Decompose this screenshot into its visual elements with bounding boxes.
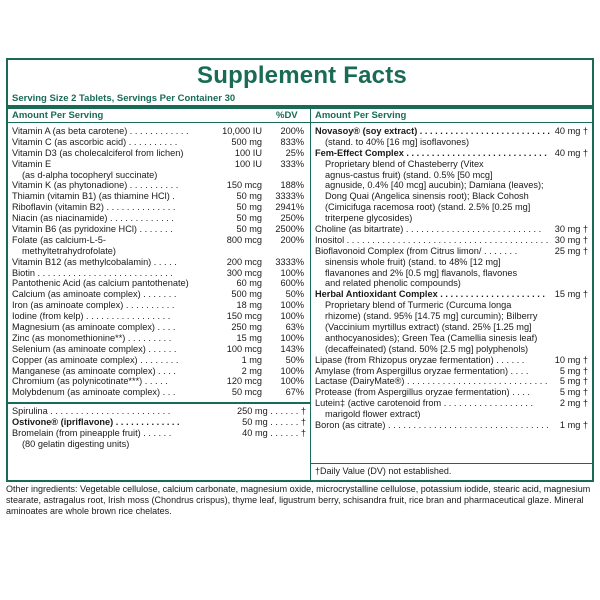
nutrient-name: rhizome) (stand. 95% [14.75 mg] curcumin); Bilberry (325, 311, 538, 322)
nutrient-row (315, 333, 588, 344)
left-dv-header: %DV (276, 110, 298, 121)
nutrient-row (315, 159, 588, 170)
left-extra-list (12, 406, 306, 450)
nutrient-dv: 100% (280, 311, 304, 322)
nutrient-name: Lipase (from Rhizopus oryzae fermentation) . . . . . . (315, 354, 525, 365)
nutrient-row (315, 355, 588, 366)
nutrient-row (12, 235, 306, 246)
nutrient-row (315, 420, 588, 431)
left-amount-header: Amount Per Serving (12, 110, 104, 121)
nutrient-row (315, 148, 588, 159)
nutrient-amount: 30 mg † (554, 224, 588, 235)
nutrient-row (12, 344, 306, 355)
nutrient-row (12, 289, 306, 300)
nutrient-row (315, 268, 588, 279)
nutrient-amount: 200 mcg (226, 256, 262, 267)
nutrient-row (315, 224, 588, 235)
nutrient-row (315, 246, 588, 257)
nutrient-dv: 2500% (275, 224, 304, 235)
nutrient-row (12, 417, 306, 428)
nutrient-name: Proprietary blend of Turmeric (Curcuma longa (325, 300, 512, 311)
nutrient-row (12, 180, 306, 191)
nutrient-name: Lutein‡ (active carotenoid from . . . . . . . . . . . . . . . . . . (315, 398, 534, 409)
nutrient-name: Chromium (as polynicotinate***) . . . . . (12, 376, 168, 387)
nutrient-row (315, 170, 588, 181)
nutrient-amount: 5 mg † (559, 387, 588, 398)
nutrient-amount: 10,000 IU (222, 126, 262, 136)
nutrient-row (315, 344, 588, 355)
nutrient-row (315, 191, 588, 202)
nutrient-name: Ostivone® (ipriflavone) . . . . . . . . . . . . . (12, 416, 180, 427)
nutrient-row (12, 311, 306, 322)
nutrient-row (12, 268, 306, 279)
nutrient-name: triterpene glycosides) (325, 213, 413, 224)
nutrient-name: Pantothenic Acid (as calcium pantothenate) (12, 278, 189, 289)
nutrient-amount: 500 mg (231, 289, 262, 300)
nutrient-amount: 100 IU (234, 147, 262, 158)
nutrient-dv: 333% (280, 158, 304, 169)
nutrient-name: flavanones and 2% [0.5 mg] flavanols, flavones (325, 267, 518, 278)
footnote-divider (310, 463, 592, 464)
nutrient-dv: 100% (280, 267, 304, 278)
nutrient-dv: 250% (280, 213, 304, 224)
nutrient-dv: 3333% (275, 256, 304, 267)
nutrient-name: Riboflavin (vitamin B2) . . . . . . . . . . . . . . (12, 202, 176, 213)
nutrient-row (315, 398, 588, 409)
nutrient-amount: 60 mg (236, 278, 262, 289)
nutrient-dv: 100% (280, 365, 304, 376)
nutrient-name: methyltetrahydrofolate) (22, 245, 116, 256)
nutrient-amount: 150 mcg (226, 180, 262, 191)
right-amount-header: Amount Per Serving (315, 110, 407, 121)
nutrient-row (12, 170, 306, 181)
nutrient-name: Choline (as bitartrate) . . . . . . . . . . . . . . . . . . . . . . . . . . . (315, 224, 542, 235)
nutrient-amount: 18 mg (236, 300, 262, 311)
nutrient-dv: 100% (280, 332, 304, 343)
nutrient-name: sinensis whole fruit) (stand. to 48% [12 mg] (325, 256, 501, 267)
nutrient-name: (as d-alpha tocopheryl succinate) (22, 169, 158, 180)
nutrient-name: (Cimicifuga racemosa root) (stand. 2.5% [0.25 mg] (325, 202, 531, 213)
nutrient-row (12, 246, 306, 257)
nutrient-row (315, 322, 588, 333)
nutrient-amount: 2 mg (241, 365, 262, 376)
nutrient-amount: 120 mcg (226, 376, 262, 387)
supplement-facts-panel (6, 58, 594, 482)
nutrient-row (315, 202, 588, 213)
nutrient-name: Vitamin B6 (as pyridoxine HCl) . . . . . . . (12, 224, 173, 235)
nutrient-row (12, 148, 306, 159)
nutrient-amount: 40 mg . . . . . . † (242, 427, 306, 438)
nutrient-dv: 100% (280, 300, 304, 311)
nutrient-name: Molybdenum (as aminoate complex) . . . (12, 387, 176, 398)
nutrient-amount: 5 mg † (559, 376, 588, 387)
nutrient-amount: 25 mg † (554, 245, 588, 256)
nutrient-row (315, 387, 588, 398)
nutrient-name: agnus-castus fruit) (stand. 0.5% [50 mcg] (325, 169, 493, 180)
nutrient-amount: 1 mg † (559, 420, 588, 431)
nutrient-name: and related phenolic compounds) (325, 278, 461, 289)
nutrient-row (12, 191, 306, 202)
nutrient-row (12, 387, 306, 398)
nutrient-name: Vitamin B12 (as methylcobalamin) . . . . . (12, 256, 177, 267)
left-nutrient-list (12, 126, 306, 398)
nutrient-row (315, 278, 588, 289)
nutrient-name: Protease (from Aspergillus oryzae fermentation) . . . . (315, 387, 530, 398)
dv-footnote: †Daily Value (DV) not established. (315, 466, 452, 476)
other-ingredients: Other ingredients: Vegetable cellulose, calcium carbonate, magnesium oxide, microcrystalline cellulose, potassium iodide, stearic acid, magnesium stearate, astragalus root, Irish moss (Chondrus crispus), thyme leaf, ligustrum berry, schisandra fruit, rice bran and pharmaceutical glaze. Mineral aminoates are whole brown rice chelates. (6, 484, 591, 516)
nutrient-dv: 50% (285, 289, 304, 300)
nutrient-amount: 100 mcg (226, 343, 262, 354)
left-section-divider (8, 402, 310, 404)
nutrient-amount: 2 mg † (559, 398, 588, 409)
nutrient-amount: 10 mg † (554, 354, 588, 365)
header-divider (8, 122, 592, 123)
right-ingredient-list (315, 126, 588, 431)
nutrient-amount: 5 mg † (559, 365, 588, 376)
nutrient-dv: 833% (280, 136, 304, 147)
nutrient-name: Calcium (as aminoate complex) . . . . . . . (12, 289, 177, 300)
nutrient-name: Dong Quai (Angelica sinensis root); Black Cohosh (325, 191, 529, 202)
nutrient-name: Vitamin D3 (as cholecalciferol from lichen) (12, 147, 184, 158)
nutrient-name: Iron (as aminoate complex) . . . . . . . . . . (12, 300, 175, 311)
nutrient-name: Magnesium (as aminoate complex) . . . . (12, 322, 176, 333)
nutrient-row (315, 376, 588, 387)
nutrient-row (12, 406, 306, 417)
nutrient-name: Thiamin (vitamin B1) (as thiamine HCl) . (12, 191, 175, 202)
nutrient-name: Vitamin A (as beta carotene) . . . . . . . . . . . . (12, 126, 189, 136)
nutrient-row (12, 213, 306, 224)
nutrient-name: Vitamin E (12, 158, 52, 169)
nutrient-dv: 600% (280, 278, 304, 289)
nutrient-amount: 50 mg . . . . . . † (242, 416, 306, 427)
panel-title: Supplement Facts (197, 62, 407, 89)
nutrient-name: Copper (as aminoate complex) . . . . . . . . (12, 354, 179, 365)
nutrient-name: (decaffeinated) (stand. 50% [2.5 mg] polyphenols) (325, 343, 529, 354)
nutrient-row (315, 126, 588, 137)
nutrient-name: Fem-Effect Complex . . . . . . . . . . . . . . . . . . . . . . . . . . . . (315, 147, 547, 158)
nutrient-name: Spirulina . . . . . . . . . . . . . . . . . . . . . . . . (12, 406, 171, 416)
nutrient-name: Boron (as citrate) . . . . . . . . . . . . . . . . . . . . . . . . . . . . . . . . (315, 420, 549, 431)
nutrient-amount: 50 mcg (231, 387, 262, 398)
nutrient-name: Vitamin K (as phytonadione) . . . . . . . . . . (12, 180, 179, 191)
nutrient-name: Niacin (as niacinamide) . . . . . . . . . . . . . (12, 213, 174, 224)
nutrient-name: Bromelain (from pineapple fruit) . . . . . . (12, 427, 172, 438)
nutrient-amount: 150 mcg (226, 311, 262, 322)
column-separator (310, 109, 311, 480)
nutrient-dv: 143% (280, 343, 304, 354)
nutrient-row (315, 409, 588, 420)
nutrient-amount: 50 mg (236, 191, 262, 202)
nutrient-row (315, 257, 588, 268)
nutrient-dv: 50% (285, 354, 304, 365)
nutrient-amount: 40 mg † (554, 126, 588, 136)
nutrient-dv: 200% (280, 126, 304, 136)
nutrient-row (12, 376, 306, 387)
serving-info: Serving Size 2 Tablets, Servings Per Container 30 (12, 93, 236, 104)
nutrient-name: Bioflavonoid Complex (from Citrus limon/ . . . . . . . (315, 245, 518, 256)
nutrient-name: agnuside, 0.4% [40 mcg] aucubin); Damiana (leaves); (325, 180, 544, 191)
nutrient-row (315, 137, 588, 148)
nutrient-row (315, 300, 588, 311)
nutrient-amount: 50 mg (236, 213, 262, 224)
nutrient-dv: 2941% (275, 202, 304, 213)
nutrient-name: (Vaccinium myrtillus extract) (stand. 25% [1.25 mg] (325, 322, 532, 333)
nutrient-amount: 800 mcg (226, 234, 262, 245)
nutrient-row (12, 355, 306, 366)
nutrient-dv: 63% (285, 322, 304, 333)
nutrient-amount: 15 mg † (554, 289, 588, 300)
nutrient-row (12, 159, 306, 170)
nutrient-name: Inositol . . . . . . . . . . . . . . . . . . . . . . . . . . . . . . . . . . . . . . . . (315, 234, 549, 245)
nutrient-row (12, 202, 306, 213)
nutrient-name: Folate (as calcium-L-5- (12, 234, 106, 245)
nutrient-name: Vitamin C (as ascorbic acid) . . . . . . . . . . (12, 136, 178, 147)
nutrient-amount: 40 mg † (554, 147, 588, 158)
nutrient-row (12, 257, 306, 268)
thick-divider (8, 105, 592, 109)
nutrient-row (315, 180, 588, 191)
nutrient-dv: 3333% (275, 191, 304, 202)
nutrient-row (315, 366, 588, 377)
nutrient-row (12, 300, 306, 311)
nutrient-amount: 250 mg (231, 322, 262, 333)
nutrient-row (315, 213, 588, 224)
nutrient-amount: 500 mg (231, 136, 262, 147)
nutrient-dv: 100% (280, 376, 304, 387)
nutrient-name: Biotin . . . . . . . . . . . . . . . . . . . . . . . . . . . (12, 267, 173, 278)
nutrient-name: Amylase (from Aspergillus oryzae fermentation) . . . . (315, 365, 529, 376)
nutrient-name: anthocyanosides); Green Tea (Camellia sinesis leaf) (325, 332, 538, 343)
nutrient-name: marigold flower extract) (325, 409, 421, 420)
nutrient-amount: 300 mcg (226, 267, 262, 278)
nutrient-row (12, 322, 306, 333)
nutrient-row (12, 439, 306, 450)
nutrient-name: Zinc (as monomethionine**) . . . . . . . . . (12, 332, 172, 343)
nutrient-name: Herbal Antioxidant Complex . . . . . . . . . . . . . . . . . . . . . (315, 289, 545, 300)
nutrient-name: Iodine (from kelp) . . . . . . . . . . . . . . . . . (12, 311, 171, 322)
nutrient-row (315, 311, 588, 322)
nutrient-dv: 67% (285, 387, 304, 398)
nutrient-row (12, 366, 306, 377)
nutrient-name: (stand. to 40% [16 mg] isoflavones) (325, 136, 470, 147)
nutrient-amount: 30 mg † (554, 234, 588, 245)
nutrient-name: Proprietary blend of Chasteberry (Vitex (325, 158, 484, 169)
nutrient-row (12, 333, 306, 344)
nutrient-dv: 188% (280, 180, 304, 191)
nutrient-dv: 200% (280, 234, 304, 245)
nutrient-row (12, 428, 306, 439)
nutrient-amount: 1 mg (241, 354, 262, 365)
nutrient-amount: 50 mg (236, 224, 262, 235)
nutrient-amount: 100 IU (234, 158, 262, 169)
nutrient-row (12, 278, 306, 289)
nutrient-name: Lactase (DairyMate®) . . . . . . . . . . . . . . . . . . . . . . . . . . . . (315, 376, 548, 387)
nutrient-dv: 25% (285, 147, 304, 158)
nutrient-name: Selenium (as aminoate complex) . . . . . . (12, 343, 177, 354)
nutrient-amount: 15 mg (236, 332, 262, 343)
nutrient-row (12, 137, 306, 148)
nutrient-row (315, 235, 588, 246)
nutrient-row (12, 126, 306, 137)
nutrient-name: (80 gelatin digesting units) (22, 438, 130, 449)
nutrient-amount: 50 mg (236, 202, 262, 213)
nutrient-name: Manganese (as aminoate complex) . . . . (12, 365, 176, 376)
nutrient-row (12, 224, 306, 235)
nutrient-row (315, 289, 588, 300)
nutrient-name: Novasoy® (soy extract) . . . . . . . . . . . . . . . . . . . . . . . . . . (315, 126, 550, 136)
nutrient-amount: 250 mg . . . . . . † (237, 406, 306, 416)
